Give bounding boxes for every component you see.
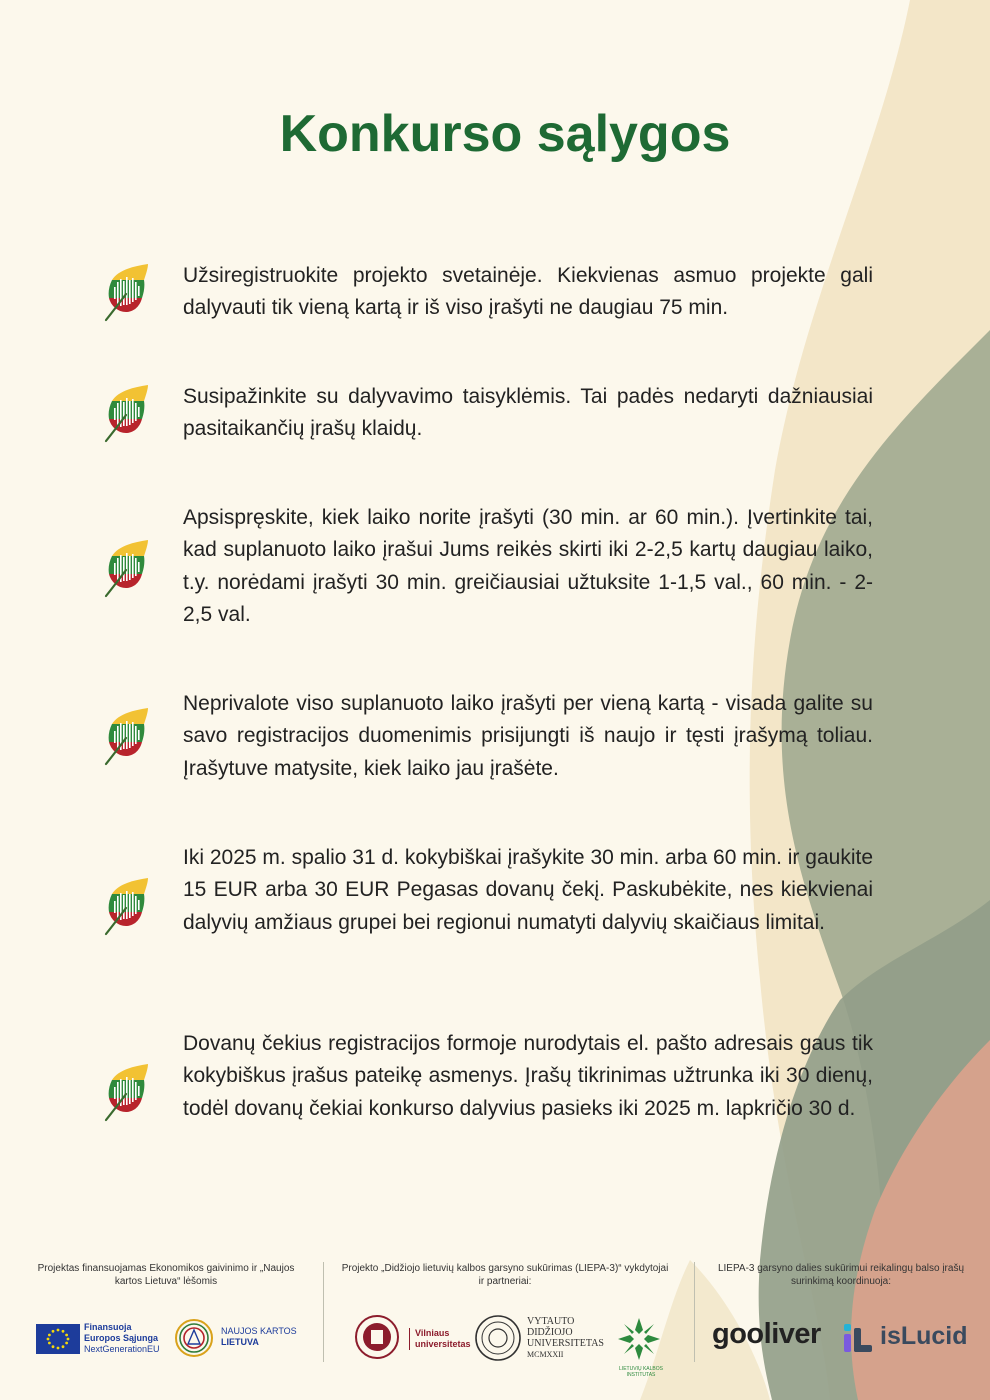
vdu-text: [527, 1316, 604, 1360]
partners-caption: Projekto „Didžiojo lietuvių kalbos garsyno sukūrimas (LIEPA-3)“ vykdytojai ir partneriai:: [341, 1263, 669, 1287]
eu-funding-logo: [84, 1322, 160, 1355]
nkl-line2: LIETUVA: [221, 1337, 259, 1347]
condition-text: Užsiregistruokite projekto svetainėje. Kiekvienas asmuo projekte gali dalyvauti tik vieną kartą ir iš viso įrašyti ne daugiau 75 min.: [183, 264, 873, 320]
condition-text: Apsispręskite, kiek laiko norite įrašyti (30 min. ar 60 min.). Įvertinkite tai, kad suplanuoto laiko įrašui Jums reikės skirti iki 2-2,5 kartų daugiau laiko, t.y. norėdami įrašyti 30 min. greičiausiai užtuksite 1-1,5 val., 60 min. - 2-2,5 val.: [183, 506, 873, 627]
eu-flag-icon: [36, 1324, 80, 1354]
nkl-line1: NAUJOS KARTOS: [221, 1326, 297, 1336]
lietuviu-kalbos-institutas-logo-icon: [612, 1312, 666, 1366]
islucid-logo: isLucid: [880, 1322, 968, 1350]
funding-caption: Projektas finansuojamas Ekonomikos gaivinimo ir „Naujos kartos Lietuva“ lėšomis: [37, 1263, 295, 1287]
gooliver-logo: gooliver: [712, 1318, 821, 1350]
coordinator-caption: LIEPA-3 garsyno dalies sukūrimui reikalingų balso įrašų surinkimą koordinuoja:: [717, 1263, 965, 1287]
condition-text: Susipažinkite su dalyvavimo taisyklėmis. Tai padės nedaryti dažniausiai pasitaikančių įrašų klaidų.: [183, 385, 873, 441]
vu-line1: Vilniaus: [415, 1328, 450, 1338]
leaf-soundwave-icon: [104, 1062, 150, 1122]
leaf-soundwave-icon: [104, 538, 150, 598]
page-title: Konkurso sąlygos: [279, 105, 731, 163]
vdu-seal-icon: [474, 1314, 522, 1362]
leaf-soundwave-icon: [104, 706, 150, 766]
vu-line2: universitetas: [415, 1339, 471, 1349]
eu-line3: NextGenerationEU: [84, 1344, 160, 1354]
vdu-line4: MCMXXII: [527, 1350, 564, 1359]
condition-text: Dovanų čekius registracijos formoje nurodytais el. pašto adresais gaus tik kokybiškus įrašus pateikę asmenys. Įrašų tikrinimas užtrunka iki 30 dienų, todėl dovanų čekiai konkurso dalyvius pasieks iki 2025 m. lapkričio 30 d.: [183, 1032, 873, 1120]
leaf-soundwave-icon: [104, 383, 150, 443]
condition-text: Iki 2025 m. spalio 31 d. kokybiškai įrašykite 30 min. arba 60 min. ir gaukite 15 EUR arba 30 EUR Pegasas dovanų čekį. Paskubėkite, nes kiekvienai dalyvių amžiaus grupei bei regionui numatyti dalyvių skaičiaus limitai.: [183, 846, 873, 934]
footer: [0, 1262, 990, 1400]
vilnius-university-seal-icon: [354, 1314, 400, 1360]
vdu-line1: VYTAUTO: [527, 1316, 575, 1327]
islucid-mark-icon: [842, 1322, 874, 1354]
naujos-kartos-lietuva-text: [221, 1326, 297, 1348]
eu-line1: Finansuoja: [84, 1322, 132, 1332]
leaf-soundwave-icon: [104, 262, 150, 322]
naujos-kartos-lietuva-logo-icon: [174, 1318, 214, 1358]
vilnius-university-text: [409, 1328, 471, 1350]
leaf-soundwave-icon: [104, 876, 150, 936]
eu-line2: Europos Sąjunga: [84, 1333, 159, 1343]
vdu-line2: DIDŽIOJO: [527, 1327, 573, 1338]
condition-text: Neprivalote viso suplanuoto laiko įrašyti per vieną kartą - visada galite su savo registracijos duomenimis prisijungti iš naujo ir tęsti įrašymą toliau. Įrašytuve matysite, kiek laiko jau įrašėte.: [183, 692, 873, 780]
lki-text: LIETUVIŲ KALBOS INSTITUTAS: [619, 1366, 663, 1378]
vdu-line3: UNIVERSITETAS: [527, 1338, 604, 1349]
